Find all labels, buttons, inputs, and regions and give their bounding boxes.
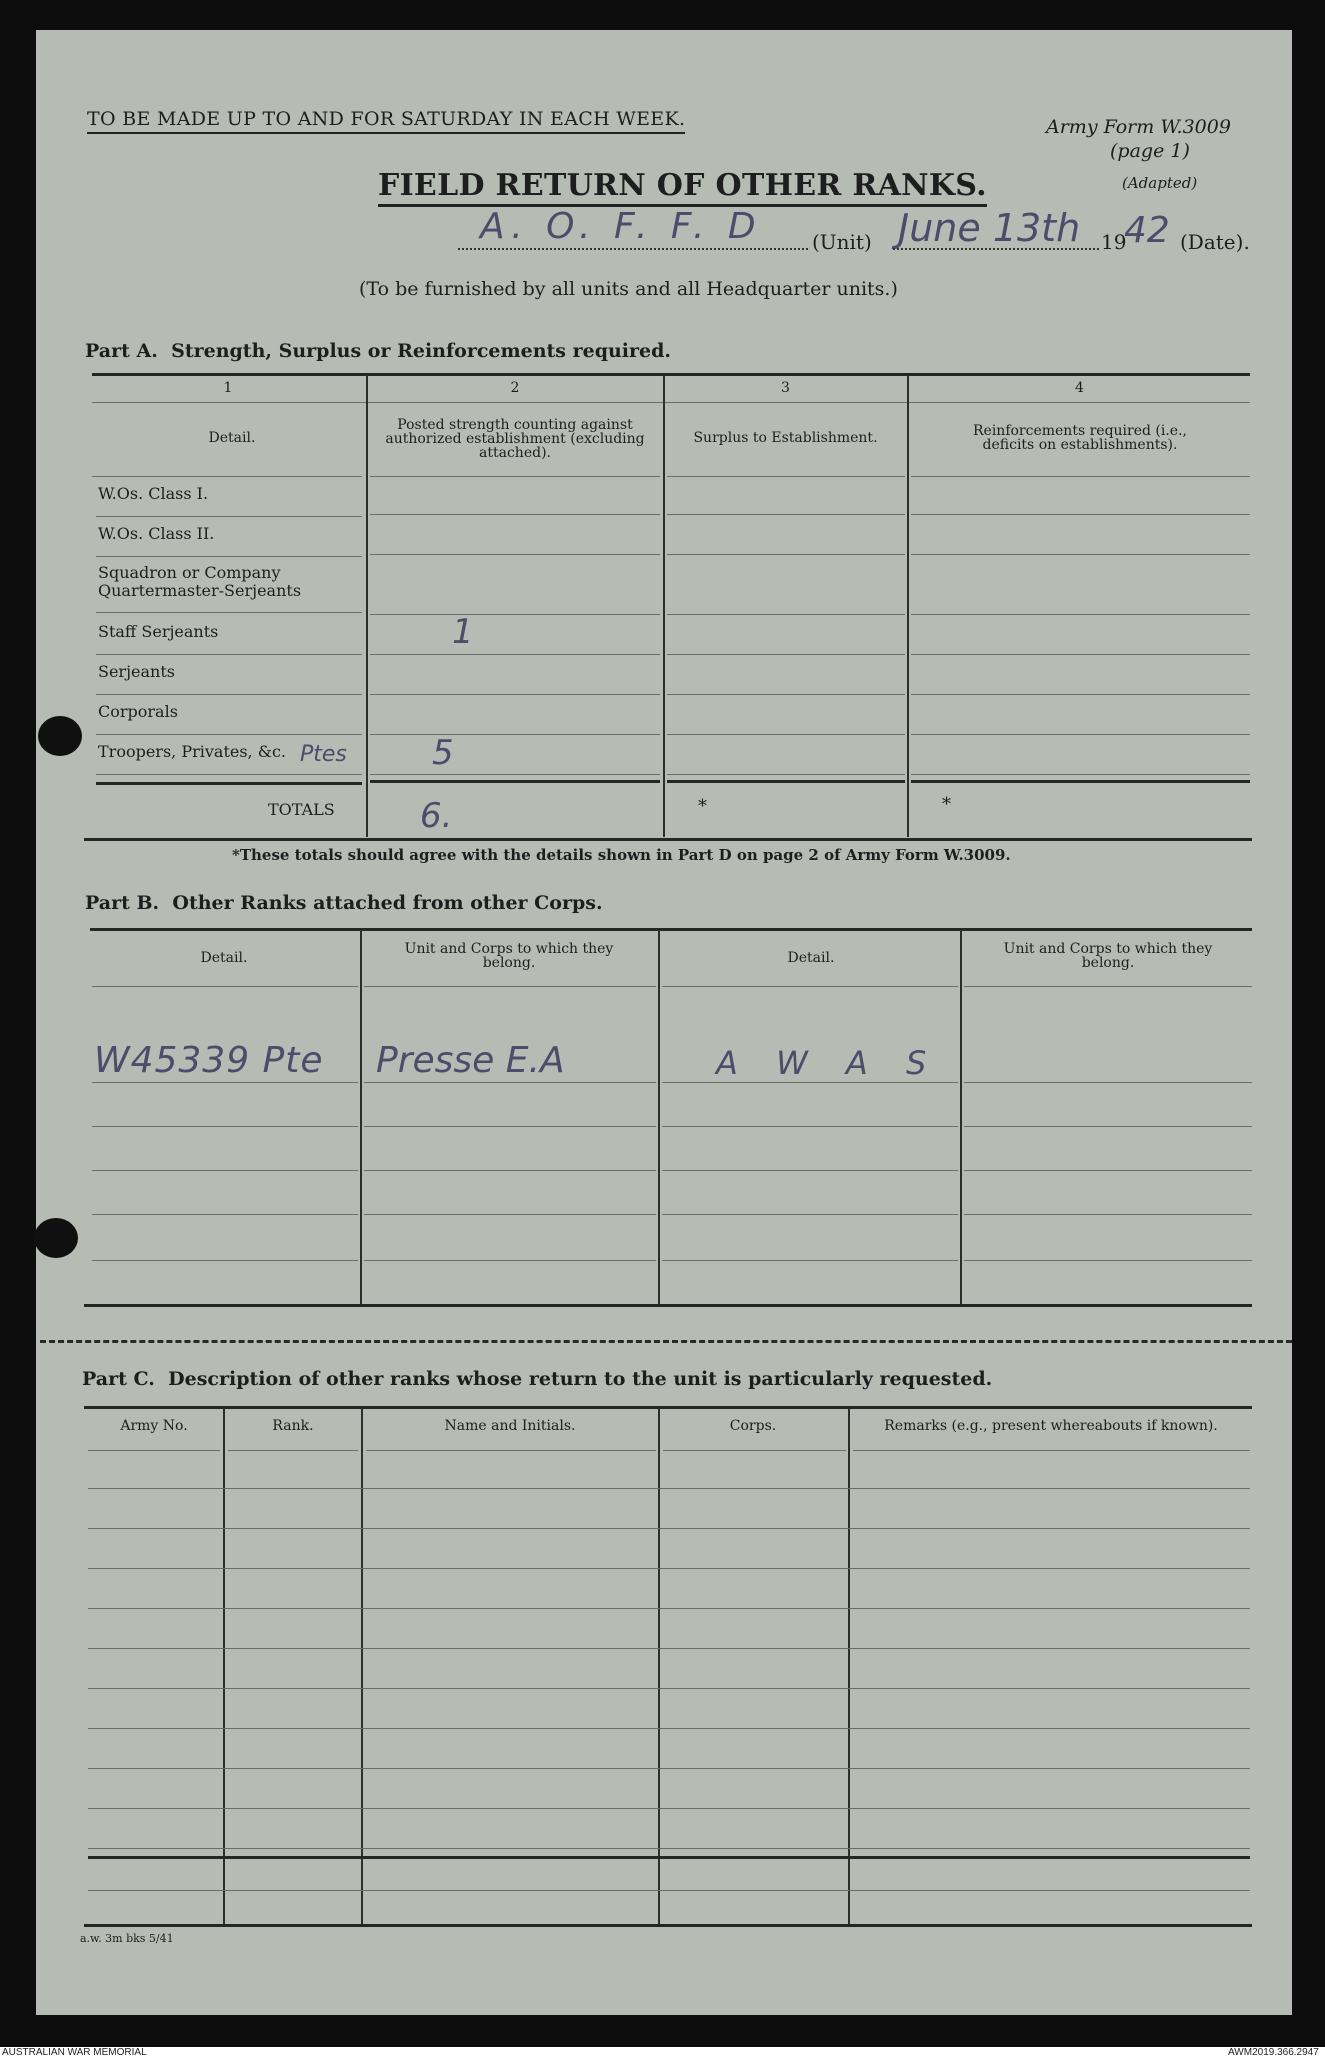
row-rule [662,986,958,987]
row-rule [370,654,660,655]
staff-serjeants-value: 1 [452,612,474,652]
row-rule [370,554,660,555]
row-rule [92,1126,358,1127]
row-rule [92,1260,358,1261]
part-b-header-unit: Unit and Corps to which they belong. [404,941,614,971]
archive-label: AUSTRALIAN WAR MEMORIAL [2,2047,147,2058]
attached-unit-handwritten: Presse E.A [376,1040,565,1081]
row-label: W.Os. Class I. [98,484,209,503]
archive-strip [0,2047,1325,2061]
row-rule [88,1488,1250,1489]
part-a-heading [85,340,671,362]
col-number-2: 2 [510,380,520,396]
row-rule [96,516,362,517]
instruction-text: TO BE MADE UP TO AND FOR SATURDAY IN EACH WEEK. [87,108,685,134]
part-a-title: Strength, Surplus or Reinforcements required. [171,340,672,362]
col-number-1: 1 [223,380,233,396]
row-rule [88,1728,1250,1729]
row-rule [370,614,660,615]
row-rule [364,986,656,987]
part-b-label: Part B. [85,892,160,914]
row-rule [662,1082,958,1083]
part-a-col-divider [663,375,665,837]
part-a-col-divider [366,375,368,837]
row-rule [667,654,905,655]
unit-dotted-line [458,248,808,250]
row-rule [911,734,1250,735]
totals-label: TOTALS [268,800,335,819]
row-rule [964,1214,1252,1215]
totals-rule [667,780,905,783]
part-b-col-divider [658,930,660,1304]
row-rule [228,1450,358,1451]
row-rule [667,554,905,555]
part-c-col-divider [848,1408,850,1924]
part-a-col-divider [907,375,909,837]
row-rule [92,1170,358,1171]
part-c-header-rank: Rank. [272,1418,314,1434]
row-rule [88,1890,1250,1891]
row-rule [662,1214,958,1215]
row-rule [662,1170,958,1171]
row-label: Corporals [98,702,178,721]
row-rule [96,612,362,613]
row-rule [92,476,362,477]
part-b-header-detail: Detail. [200,950,248,966]
punch-hole [38,716,82,756]
part-b-title: Other Ranks attached from other Corps. [172,892,603,914]
row-rule [88,1808,1250,1809]
part-c-title: Description of other ranks whose return to the unit is particularly requested. [168,1368,993,1390]
form-id: Army Form W.3009 [1046,116,1231,138]
row-label: Staff Serjeants [98,622,219,641]
part-c-heading [82,1368,992,1390]
row-rule [964,986,1252,987]
row-rule [364,1170,656,1171]
page-number: (page 1) [1110,140,1190,162]
year-prefix: 19 [1101,230,1127,254]
totals-footnote: *These totals should agree with the details shown in Part D on page 2 of Army Form W.3009. [232,846,1011,864]
row-rule [92,1214,358,1215]
unit-label: (Unit) [812,230,872,254]
row-rule [88,1528,1250,1529]
row-rule [370,774,660,775]
row-rule [88,1608,1250,1609]
row-label: Squadron or Company Quartermaster-Serjeants [98,563,302,600]
row-rule [88,1848,1250,1849]
row-rule [88,1688,1250,1689]
adapted-label: (Adapted) [1122,174,1198,192]
row-rule [92,1082,358,1083]
row-rule [88,1450,220,1451]
part-b-col-divider [960,930,962,1304]
part-c-header-army-no: Army No. [120,1418,188,1434]
date-label: (Date). [1180,230,1250,254]
row-label: Troopers, Privates, &c. [98,742,287,761]
part-a-header-reinforcements: Reinforcements required (i.e., deficits on establishments). [973,423,1187,453]
col-number-4: 4 [1075,380,1084,396]
perforation-line [40,1340,1292,1343]
row-rule [911,476,1250,477]
reinforcements-total-asterisk: * [942,794,951,815]
date-dotted-line [893,248,1099,250]
attached-corps-handwritten: A W A S [716,1044,941,1082]
row-rule [370,694,660,695]
part-b-top-rule [90,928,1252,931]
row-rule [964,1126,1252,1127]
unit-handwritten: A. O. F. F. D [480,206,762,247]
part-c-top-rule [84,1406,1252,1409]
row-rule [964,1260,1252,1261]
print-code: a.w. 3m bks 5/41 [80,1932,174,1945]
row-rule [96,694,362,695]
row-label: Serjeants [98,662,175,681]
row-rule [964,1082,1252,1083]
row-rule [667,694,905,695]
row-rule [667,614,905,615]
row-label: W.Os. Class II. [98,524,215,543]
part-c-col-divider [223,1408,225,1924]
row-rule [667,476,905,477]
row-rule [88,1768,1250,1769]
part-c-double-rule [88,1856,1250,1859]
date-handwritten: June 13th [898,206,1081,250]
row-rule [667,514,905,515]
row-rule [364,1260,656,1261]
part-c-col-divider [658,1408,660,1924]
row-rule [364,1126,656,1127]
row-rule [366,1450,656,1451]
totals-rule [96,782,362,785]
year-handwritten: 42 [1124,210,1170,251]
row-rule [370,514,660,515]
row-rule [911,554,1250,555]
part-a-header-surplus: Surplus to Establishment. [693,430,878,446]
row-rule [88,1568,1250,1569]
part-a-label: Part A. [85,340,158,362]
subtitle: (To be furnished by all units and all Headquarter units.) [359,278,898,300]
part-a-header-strength: Posted strength counting against authorized establishment (excluding attached). [385,417,645,461]
part-c-header-corps: Corps. [729,1418,777,1434]
part-c-header-name: Name and Initials. [444,1418,576,1434]
part-b-header-unit: Unit and Corps to which they belong. [1003,941,1213,971]
row-rule [96,654,362,655]
row-annotation-handwritten: Ptes [300,742,347,767]
part-a-header-detail: Detail. [208,430,256,446]
surplus-total-asterisk: * [698,796,707,817]
page-title: FIELD RETURN OF OTHER RANKS. [378,168,987,207]
row-rule [662,1126,958,1127]
totals-rule [370,780,660,783]
row-rule [663,1450,846,1451]
row-rule [364,1082,656,1083]
row-rule [96,774,362,775]
totals-rule [911,780,1250,783]
col-number-rule [92,402,1250,403]
row-rule [370,476,660,477]
row-rule [96,734,362,735]
row-rule [911,514,1250,515]
part-b-heading [85,892,603,914]
part-a-bottom-rule [84,838,1252,841]
row-rule [853,1450,1250,1451]
part-c-header-remarks: Remarks (e.g., present whereabouts if known). [884,1418,1218,1434]
part-c-bottom-rule [84,1924,1252,1927]
archive-accession: AWM2019.366.2947 [1228,2047,1319,2058]
row-rule [662,1260,958,1261]
punch-hole [34,1218,78,1258]
row-rule [667,734,905,735]
privates-value: 5 [432,733,454,773]
row-rule [911,694,1250,695]
row-rule [964,1170,1252,1171]
row-rule [92,986,358,987]
row-rule [911,614,1250,615]
row-rule [911,774,1250,775]
totals-value: 6. [420,796,453,836]
part-c-label: Part C. [82,1368,155,1390]
attached-detail-handwritten: W45339 Pte [94,1040,324,1081]
row-rule [364,1214,656,1215]
row-rule [667,774,905,775]
row-rule [370,734,660,735]
part-a-top-rule [92,373,1250,376]
part-b-bottom-rule [84,1304,1252,1307]
part-b-col-divider [360,930,362,1304]
col-number-3: 3 [781,380,790,396]
part-c-col-divider [361,1408,363,1924]
row-rule [911,654,1250,655]
row-rule [88,1648,1250,1649]
part-b-header-detail: Detail. [787,950,835,966]
row-rule [96,556,362,557]
